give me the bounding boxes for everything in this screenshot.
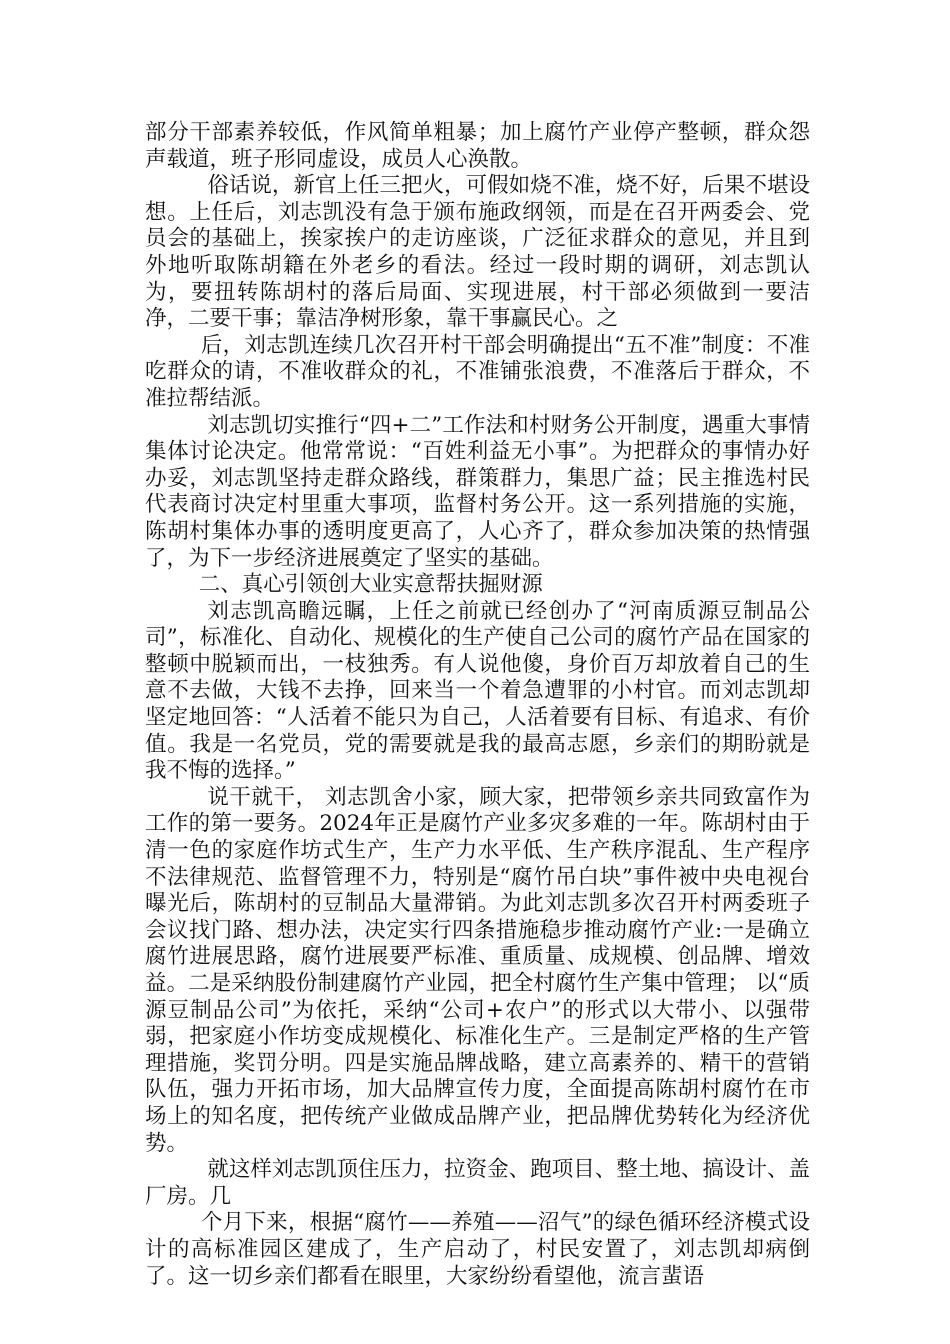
paragraph-2: 俗话说，新官上任三把火，可假如烧不准，烧不好，后果不堪设想。上任后，刘志凯没有急于颁布施政纲领，而是在召开两委会、党员会的基础上，挨家挨户的走访座谈，广泛征求群众的意见，并且到外地听取陈胡籍在外老乡的看法。经过一段时期的调研，刘志凯认为，要扭转陈胡村的落后局面、实现进展，村干部必须做到一要洁净，二要干事；靠洁净树形象，靠干事赢民心。之 — [145, 173, 810, 332]
paragraph-3: 后，刘志凯连续几次召开村干部会明确提出“五不准”制度：不准吃群众的请，不准收群众的礼，不准铺张浪费，不准落后于群众，不准拉帮结派。 — [145, 332, 810, 411]
paragraph-4: 刘志凯切实推行“四+二”工作法和村财务公开制度，遇重大事情集体讨论决定。他常常说：“百姓利益无小事”。为把群众的事情办好办妥，刘志凯坚持走群众路线，群策群力，集思广益；民主推选村民代表商讨决定村里重大事项，监督村务公开。这一系列措施的实施，陈胡村集体办事的透明度更高了，人心齐了，群众参加决策的热情强了，为下一步经济进展奠定了坚实的基础。 — [145, 412, 810, 571]
paragraph-6: 说干就干， 刘志凯舍小家，顾大家，把带领乡亲共同致富作为工作的第一要务。2024年正是腐竹产业多灾多难的一年。陈胡村由于清一色的家庭作坊式生产，生产力水平低、生产秩序混乱、生产程序不法律规范、监督管理不力，特别是“腐竹吊白块”事件被中央电视台曝光后，陈胡村的豆制品大量滞销。为此刘志凯多次召开村两委班子会议找门路、想办法，决定实行四条措施稳步推动腐竹产业:一是确立腐竹进展思路，腐竹进展要严标准、重质量、成规模、创品牌、增效益。二是采纳股份制建腐竹产业园，把全村腐竹生产集中管理； 以“质源豆制品公司”为依托，采纳“公司+农户”的形式以大带小、以强带弱，把家庭小作坊变成规模化、标准化生产。三是制定严格的生产管理措施，奖罚分明。四是实施品牌战略，建立高素养的、精干的营销队伍，强力开拓市场，加大品牌宣传力度，全面提高陈胡村腐竹在市场上的知名度，把传统产业做成品牌产业，把品牌优势转化为经济优势。 — [145, 784, 810, 1156]
section-heading: 二、真心引领创大业实意帮扶掘财源 — [198, 572, 543, 598]
paragraph-1: 部分干部素养较低，作风简单粗暴；加上腐竹产业停产整顿，群众怨声载道，班子形同虚设，成员人心涣散。 — [145, 120, 810, 172]
paragraph-7: 就这样刘志凯顶住压力，拉资金、跑项目、整土地、搞设计、盖厂房。几 — [145, 1157, 810, 1209]
paragraph-5: 刘志凯高瞻远瞩，上任之前就已经创办了“河南质源豆制品公司”，标准化、自动化、规模化的生产使自己公司的腐竹产品在国家的整顿中脱颖而出，一枝独秀。有人说他傻，身价百万却放着自己的生意不去做，大钱不去挣，回来当一个着急遭罪的小村官。而刘志凯却坚定地回答：“人活着不能只为自己，人活着要有目标、有追求、有价值。我是一名党员，党的需要就是我的最高志愿，乡亲们的期盼就是我不悔的选择。” — [145, 598, 810, 784]
paragraph-8: 个月下来，根据“腐竹——养殖——沼气”的绿色循环经济模式设计的高标准园区建成了，生产启动了，村民安置了，刘志凯却病倒了。这一切乡亲们都看在眼里，大家纷纷看望他，流言蜚语 — [145, 1210, 810, 1289]
document-body — [145, 120, 810, 1290]
